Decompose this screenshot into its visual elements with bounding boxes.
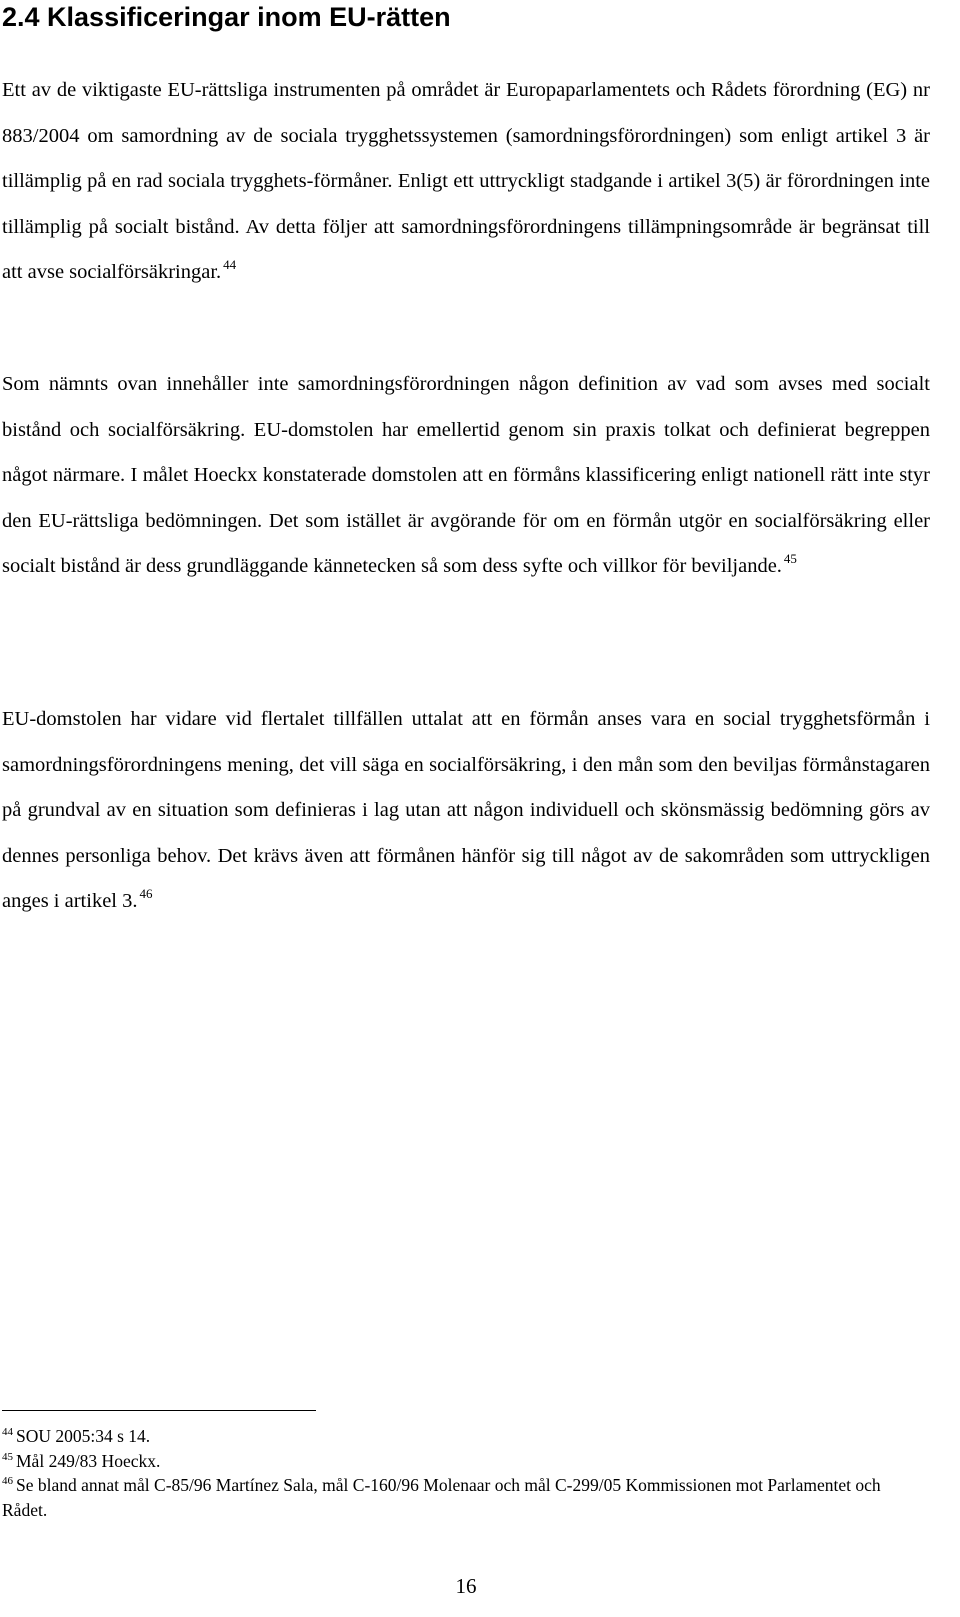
paragraph-3-text: EU-domstolen har vidare vid flertalet tillfällen uttalat att en förmån anses vara en social trygghetsförmån i samordningsförordningens mening, det vill säga en socialförsäkring, i den mån som den beviljas förmånstagaren på grundval av en situation som definieras i lag utan att någon individuell och skönsmässig bedömning görs av dennes personliga behov. Det krävs även att förmånen hänför sig till något av de sakområden som uttryckligen anges i artikel 3. — [2, 708, 930, 912]
footnote-text: SOU 2005:34 s 14. — [16, 1426, 151, 1446]
paragraph-1-text: Ett av de viktigaste EU-rättsliga instrumenten på området är Europaparlamentets och Rådets förordning (EG) nr 883/2004 om samordning av de sociala trygghetssystemen (samordningsförordningen) som enligt artikel 3 är tillämplig på en rad sociala trygghets-förmåner. Enligt ett uttryckligt stadgande i artikel 3(5) är förordningen inte tillämplig på socialt bistånd. Av detta följer att samordningsförordningens tillämpningsområde är begränsat till att avse socialförsäkringar. — [2, 79, 930, 283]
page-number: 16 — [455, 1574, 477, 1598]
footnote-ref-46[interactable]: 46 — [139, 886, 153, 901]
footnote-45 — [2, 1449, 930, 1474]
footnote-divider — [2, 1410, 316, 1411]
footnote-text: Mål 249/83 Hoeckx. — [16, 1450, 161, 1471]
footnote-number: 46 — [2, 1475, 13, 1487]
footnote-number: 44 — [2, 1426, 13, 1438]
section-heading: 2.4 Klassificeringar inom EU-rätten — [2, 2, 451, 32]
footnotes — [2, 1424, 930, 1522]
footnote-ref-45[interactable]: 45 — [783, 551, 797, 566]
footnote-text: Se bland annat mål C-85/96 Martínez Sala, mål C-160/96 Molenaar och mål C-299/05 Kommissionen mot Parlamentet och Rådet. — [2, 1475, 881, 1520]
paragraph-3 — [2, 697, 930, 925]
paragraph-1 — [2, 68, 930, 296]
footnote-number: 45 — [2, 1450, 13, 1463]
footnote-44 — [2, 1424, 930, 1449]
footnote-46 — [2, 1473, 930, 1522]
paragraph-2 — [2, 362, 930, 590]
footnote-ref-44[interactable]: 44 — [223, 257, 237, 272]
paragraph-2-text: Som nämnts ovan innehåller inte samordningsförordningen någon definition av vad som avses med socialt bistånd och socialförsäkring. EU-domstolen har emellertid genom sin praxis tolkat och definierat begreppen något närmare. I målet Hoeckx konstaterade domstolen att en förmåns klassificering enligt nationell rätt inte styr den EU-rättsliga bedömningen. Det som istället är avgörande för om en förmån utgör en socialförsäkring eller socialt bistånd är dess grundläggande kännetecken så som dess syfte och villkor för beviljande. — [2, 373, 930, 577]
